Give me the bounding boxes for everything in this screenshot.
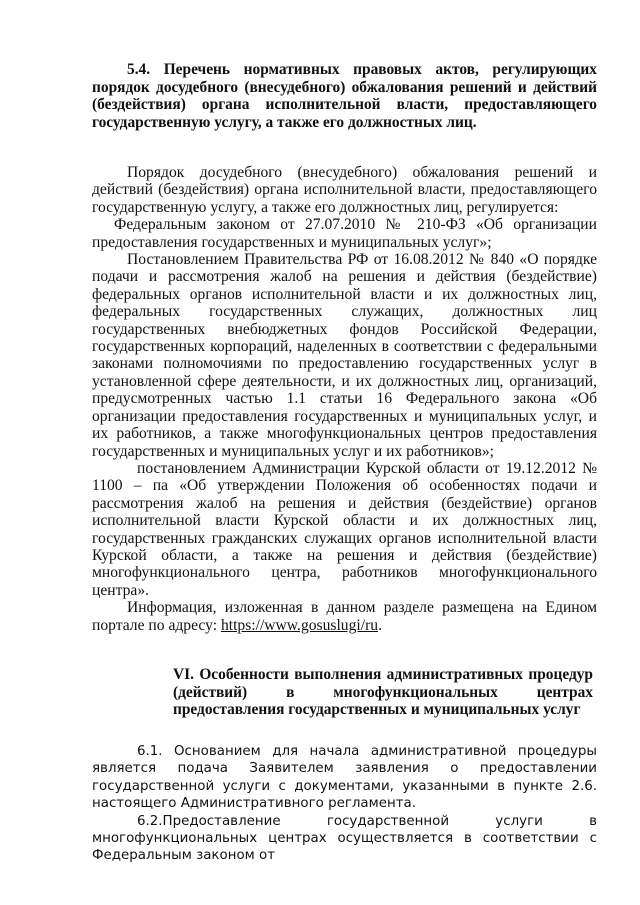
gosuslugi-link[interactable]: https://www.gosuslugi/ru	[220, 616, 379, 634]
section-5-4-heading-text: 5.4. Перечень нормативных правовых актов, регулирующих порядок досудебного (внесудебного) обжалования решений и действий (бездействия) органа исполнительной власти, предоставляющего государственную услугу, а также его должностных лиц.	[92, 61, 597, 131]
resolution-1100-paragraph: постановлением Администрации Курской области от 19.12.2012 № 1100 – па «Об утверждении Положения об особенностях подачи и рассмотрения жалоб на решения и действия (бездействие) органов исполнительной власти Курской области и их должностных лиц, государственных гражданских служащих органов исполнительной власти Курской области, а также на решения и действия (бездействие) многофункционального центра, работников многофункционального центра».	[92, 459, 597, 599]
info-paragraph	[92, 599, 597, 634]
info-text: Информация, изложенная в данном разделе размещена на Едином портале по адресу:	[92, 599, 597, 634]
section-5-4-body	[92, 164, 597, 634]
resolution-840-paragraph: Постановлением Правительства РФ от 16.08.2012 № 840 «О порядке подачи и рассмотрения жалоб на решения и действия (бездействие) федеральных органов исполнительной власти и их должностных лиц, федеральных государственных служащих, должностных лиц государственных внебюджетных фондов Российской Федерации, государственных корпораций, наделенных в соответствии с федеральными законами полномочиями по предоставлению государственных услуг в установленной сфере деятельности, и их должностных лиц, организаций, предусмотренных частью 1.1 статьи 16 Федерального закона «Об организации предоставления государственных и муниципальных услуг, и их работников, а также многофункциональных центров предоставления государственных и муниципальных услуг и их работников»;	[92, 251, 597, 460]
law-210-paragraph: Федеральным законом от 27.07.2010 № 210-ФЗ «Об организации предоставления государственных и муниципальных услуг»;	[92, 216, 597, 251]
paragraph-6-1: 6.1. Основанием для начала административной процедуры является подача Заявителем заявления о предоставлении государственной услуги с документами, указанными в пункте 2.6. настоящего Административного регламента.	[92, 744, 597, 812]
section-6-body	[92, 743, 597, 865]
section-5-4-heading	[92, 61, 597, 131]
section-6-heading: VI. Особенности выполнения административных процедур (действий) в многофункциональных центрах предоставления государственных и муниципальных услуг	[173, 666, 593, 719]
intro-paragraph: Порядок досудебного (внесудебного) обжалования решений и действий (бездействия) органа исполнительной власти, предоставляющего государственную услугу, а также его должностных лиц, регулируется:	[92, 164, 597, 216]
info-end: .	[378, 616, 382, 634]
paragraph-6-2: 6.2.Предоставление государственной услуги в многофункциональных центрах осуществляется в соответствии с Федеральным законом от	[92, 813, 597, 864]
